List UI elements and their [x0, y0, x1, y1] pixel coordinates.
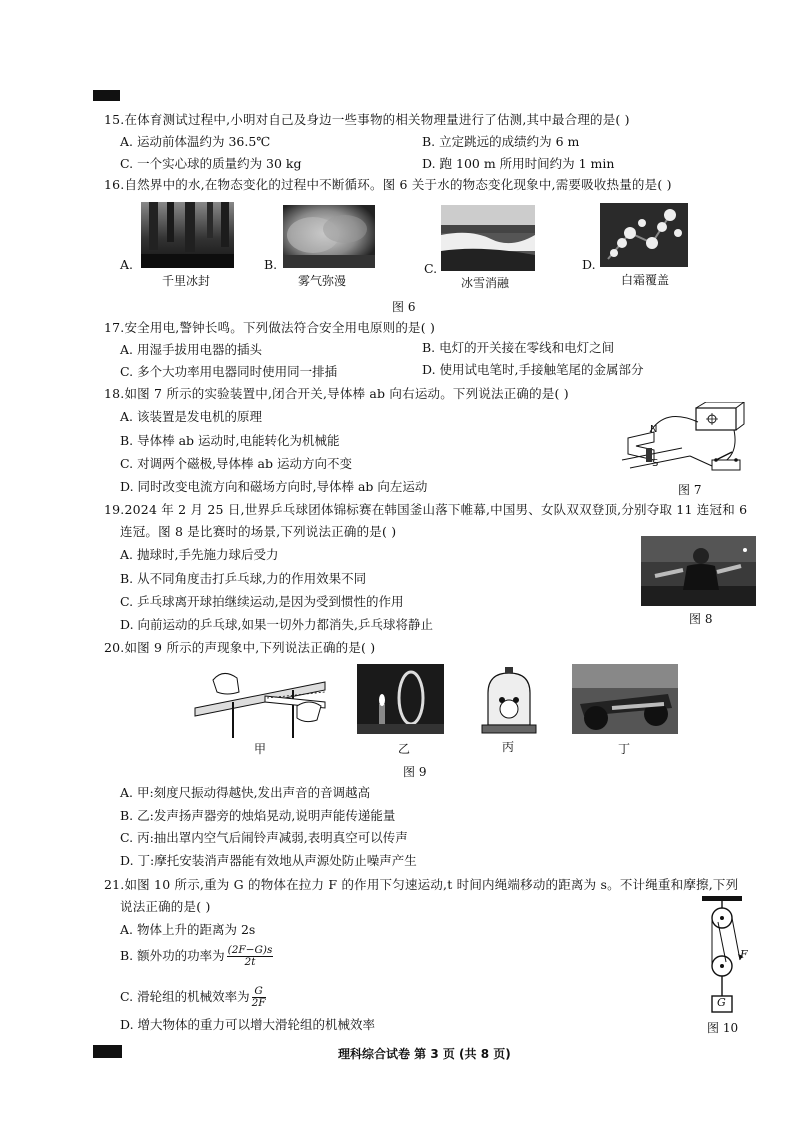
q16-option-a-letter: A. [120, 257, 134, 272]
q20-option-b: B. 乙:发声扬声器旁的烛焰晃动,说明声能传递能量 [120, 808, 396, 823]
q17-option-c: C. 多个大功率用电器同时使用同一排插 [120, 364, 338, 379]
q19-stem-line1: 19.2024 年 2 月 25 日,世界乒乓球团体锦标赛在韩国釜山落下帷幕,中国男、女队双双登顶,分别夺取 11 连冠和 6 [104, 502, 748, 517]
q17-option-d: D. 使用试电笔时,手接触笔尾的金属部分 [422, 362, 644, 377]
q15-stem: 15.在体育测试过程中,小明对自己及身边一些事物的相关物理量进行了估测,其中最合理的是( ) [104, 112, 630, 127]
q21-option-d: D. 增大物体的重力可以增大滑轮组的机械效率 [120, 1017, 376, 1032]
q18-option-a: A. 该装置是发电机的原理 [120, 409, 262, 424]
q20-figure-label: 图 9 [403, 765, 427, 779]
q20-caption-jia: 甲 [254, 742, 267, 756]
q19-option-a: A. 抛球时,手先施力球后受力 [120, 547, 279, 562]
q21-option-b-text: B. 额外功的功率为 [120, 948, 225, 963]
q18-figure-label: 图 7 [678, 483, 702, 497]
q21-option-c-denominator: 2F [251, 997, 266, 1009]
q18-option-b: B. 导体棒 ab 运动时,电能转化为机械能 [120, 433, 340, 448]
q15-option-c: C. 一个实心球的质量约为 30 kg [120, 156, 302, 171]
q16-option-c-letter: C. [424, 261, 438, 276]
q20-bell-jar-illustration [478, 667, 540, 735]
q20-option-a: A. 甲:刻度尺振动得越快,发出声音的音调越高 [120, 785, 371, 800]
q15-option-b: B. 立定跳远的成绩约为 6 m [422, 134, 580, 149]
q21-figure-label: 图 10 [707, 1021, 739, 1035]
q18-pole-n-label: N [650, 424, 658, 435]
q19-option-c: C. 乒乓球离开球拍继续运动,是因为受到惯性的作用 [120, 594, 404, 609]
q20-ruler-illustration [193, 662, 327, 738]
q19-table-tennis-photo [641, 536, 756, 606]
header-black-mark [93, 90, 120, 101]
q16-figure-label: 图 6 [392, 300, 416, 314]
q16-caption-a: 千里冰封 [162, 274, 211, 288]
q16-photo-fog [283, 205, 375, 268]
q18-stem: 18.如图 7 所示的实验装置中,闭合开关,导体棒 ab 向右运动。下列说法正确的是( ) [104, 386, 569, 401]
q21-force-label: F [740, 948, 748, 961]
q21-option-c-fraction [252, 986, 266, 1009]
q21-stem-line2: 说法正确的是( ) [120, 899, 211, 914]
q20-option-d: D. 丁:摩托安装消声器能有效地从声源处防止噪声产生 [120, 853, 417, 868]
q19-option-b: B. 从不同角度击打乒乓球,力的作用效果不同 [120, 571, 367, 586]
q18-apparatus-diagram [620, 402, 750, 478]
q20-caption-ding: 丁 [618, 742, 631, 756]
q16-photo-ice [141, 202, 234, 268]
q16-photo-frost [600, 203, 688, 267]
footer-black-mark [93, 1045, 122, 1058]
q16-photo-thaw [441, 205, 535, 271]
q21-pulley-diagram [700, 896, 752, 1018]
q21-option-c-numerator: G [252, 986, 266, 998]
q20-caption-yi: 乙 [398, 742, 411, 756]
q17-option-b: B. 电灯的开关接在零线和电灯之间 [422, 340, 615, 355]
q19-figure-label: 图 8 [689, 612, 713, 626]
q21-option-b-fraction [227, 945, 274, 968]
q21-weight-label: G [717, 996, 726, 1009]
q21-stem-line1: 21.如图 10 所示,重为 G 的物体在拉力 F 的作用下匀速运动,t 时间内绳端移动的距离为 s。不计绳重和摩擦,下列 [104, 877, 739, 892]
q17-option-a: A. 用湿手拔用电器的插头 [120, 342, 262, 357]
q20-stem: 20.如图 9 所示的声现象中,下列说法正确的是( ) [104, 640, 376, 655]
q21-option-b-denominator: 2t [244, 956, 256, 968]
page-footer: 理科综合试卷 第 3 页 (共 8 页) [338, 1047, 511, 1061]
q18-option-c: C. 对调两个磁极,导体棒 ab 运动方向不变 [120, 456, 352, 471]
q19-stem-line2: 连冠。图 8 是比赛时的场景,下列说法正确的是( ) [120, 524, 397, 539]
q19-option-d: D. 向前运动的乒乓球,如果一切外力都消失,乒乓球将静止 [120, 617, 433, 632]
q17-stem: 17.安全用电,警钟长鸣。下列做法符合安全用电原则的是( ) [104, 320, 436, 335]
q16-option-d-letter: D. [582, 257, 596, 272]
q21-option-b [120, 945, 275, 968]
q16-caption-b: 雾气弥漫 [298, 274, 347, 288]
q15-option-d: D. 跑 100 m 所用时间约为 1 min [422, 156, 615, 171]
q15-option-a: A. 运动前体温约为 36.5℃ [120, 134, 271, 149]
q21-option-c-text: C. 滑轮组的机械效率为 [120, 989, 250, 1004]
q18-option-d: D. 同时改变电流方向和磁场方向时,导体棒 ab 向左运动 [120, 479, 428, 494]
q20-caption-bing: 丙 [502, 740, 515, 754]
q16-caption-d: 白霜覆盖 [621, 273, 670, 287]
q21-option-b-numerator: (2F−G)s [227, 944, 273, 956]
q21-option-a: A. 物体上升的距离为 2s [120, 922, 256, 937]
q16-option-b-letter: B. [264, 257, 278, 272]
q20-motorcycle-photo [572, 664, 678, 734]
q16-stem: 16.自然界中的水,在物态变化的过程中不断循环。图 6 关于水的物态变化现象中,需要吸收热量的是( ) [104, 177, 672, 192]
q21-option-c [120, 986, 268, 1009]
q18-pole-s-label: S [652, 458, 659, 469]
q20-option-c: C. 丙:抽出罩内空气后闹铃声减弱,表明真空可以传声 [120, 830, 408, 845]
q16-caption-c: 冰雪消融 [461, 276, 510, 290]
q20-speaker-candle-photo [357, 664, 444, 734]
